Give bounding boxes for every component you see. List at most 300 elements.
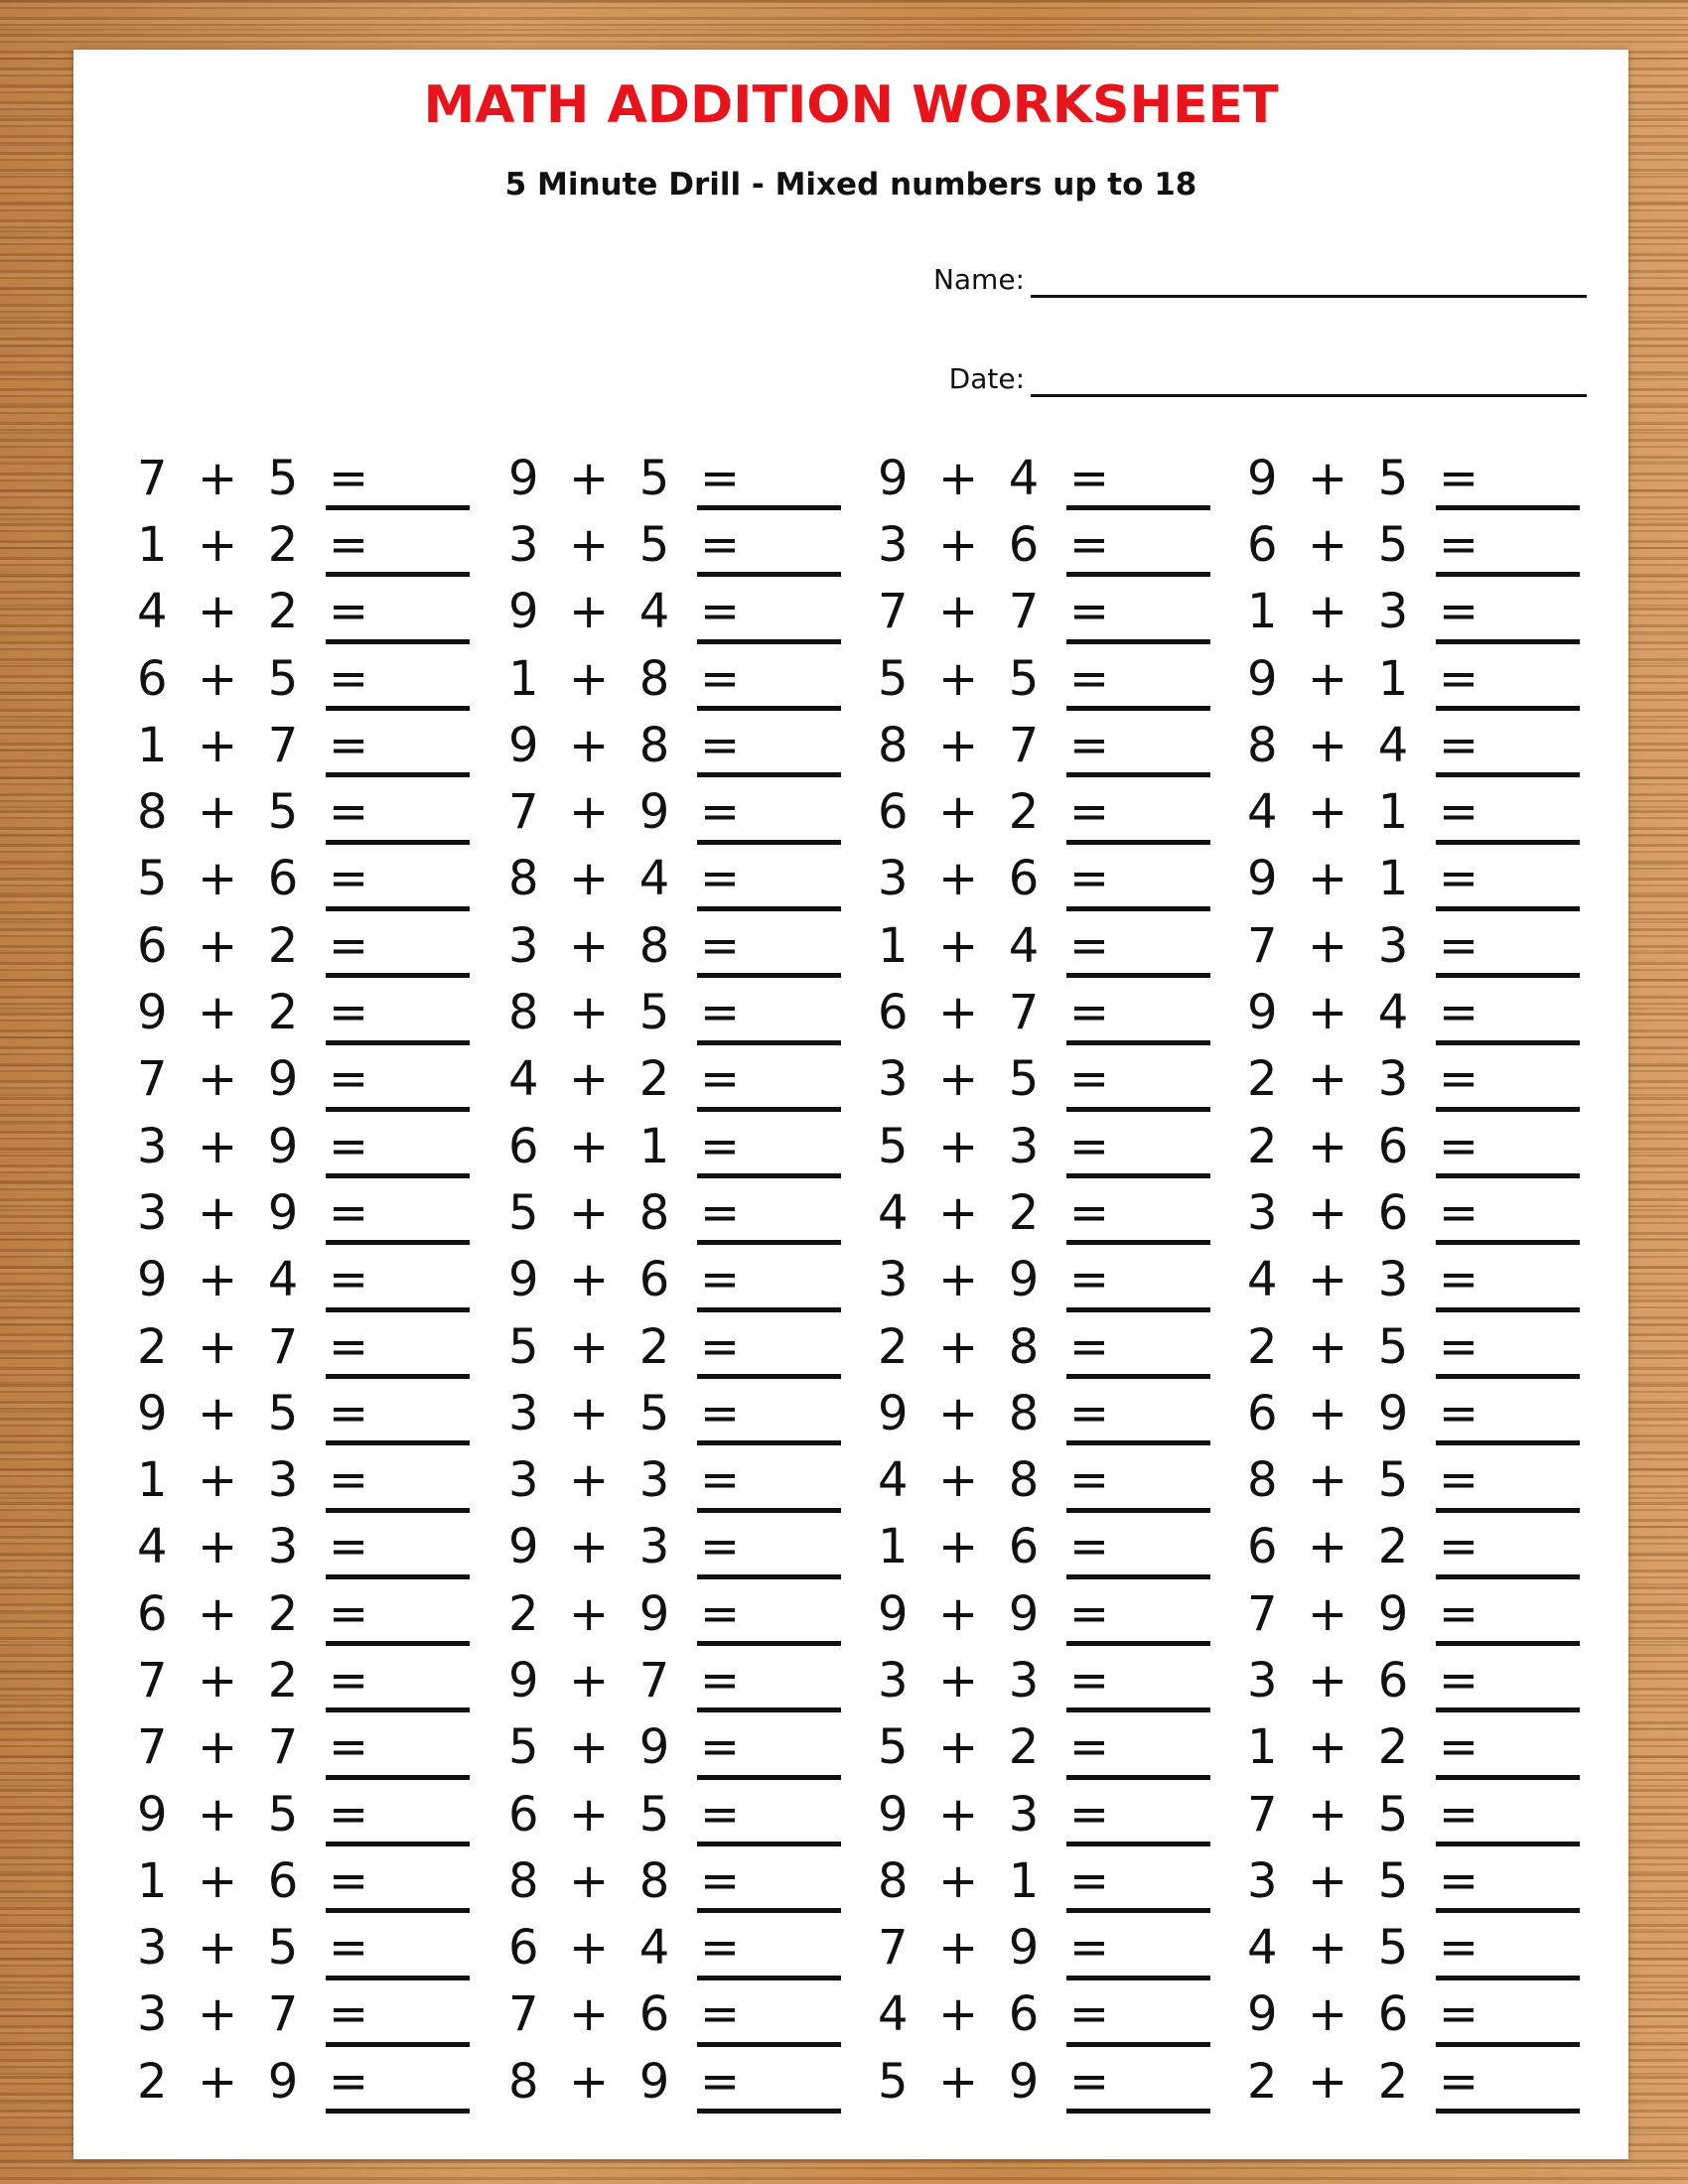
answer-blank[interactable]: [1066, 1574, 1210, 1579]
answer-blank[interactable]: [1436, 1107, 1580, 1112]
problem: [137, 1580, 508, 1647]
problem: [1247, 1179, 1617, 1246]
answer-blank[interactable]: [326, 1641, 470, 1646]
problem: [878, 1113, 1247, 1179]
problem-equation: 1 + 2 =: [137, 516, 369, 573]
problem-equation: 4 + 6 =: [878, 1986, 1110, 2043]
problem-equation: 3 + 6 =: [1247, 1652, 1479, 1708]
answer-blank[interactable]: [697, 639, 841, 644]
answer-blank[interactable]: [697, 1775, 841, 1780]
problem-equation: 2 + 7 =: [137, 1318, 369, 1375]
problem-equation: 9 + 4 =: [137, 1252, 369, 1308]
problem: [137, 846, 508, 912]
problem-equation: 9 + 4 =: [508, 584, 741, 640]
problem-equation: 7 + 5 =: [1247, 1786, 1479, 1843]
problem: [1247, 1781, 1617, 1847]
problem: [137, 1113, 508, 1179]
problem-equation: 5 + 6 =: [137, 851, 369, 907]
answer-blank[interactable]: [697, 1707, 841, 1712]
problem-equation: 5 + 3 =: [878, 1118, 1110, 1174]
problem-equation: 8 + 1 =: [878, 1852, 1110, 1909]
problem: [878, 1714, 1247, 1781]
problem-equation: 6 + 2 =: [1247, 1519, 1479, 1575]
answer-blank[interactable]: [326, 1240, 470, 1245]
answer-blank[interactable]: [326, 639, 470, 644]
answer-blank[interactable]: [1066, 1374, 1210, 1379]
date-field[interactable]: [948, 362, 1587, 395]
problem: [508, 445, 878, 511]
problem: [878, 1514, 1247, 1580]
problem-equation: 9 + 1 =: [1247, 851, 1479, 907]
problem-equation: 7 + 9 =: [137, 1051, 369, 1108]
problem: [137, 511, 508, 578]
problem-equation: 3 + 5 =: [508, 516, 741, 573]
answer-blank[interactable]: [697, 1240, 841, 1245]
answer-blank[interactable]: [1436, 572, 1580, 577]
answer-blank[interactable]: [1436, 1908, 1580, 1913]
answer-blank[interactable]: [1066, 906, 1210, 911]
answer-blank[interactable]: [1066, 1707, 1210, 1712]
problem: [878, 979, 1247, 1045]
answer-blank[interactable]: [697, 572, 841, 577]
problem-equation: 3 + 3 =: [878, 1652, 1110, 1708]
problem-equation: 6 + 4 =: [508, 1920, 741, 1977]
answer-blank[interactable]: [1066, 2109, 1210, 2114]
answer-blank[interactable]: [326, 973, 470, 978]
answer-blank[interactable]: [1436, 2042, 1580, 2047]
problem: [1247, 1313, 1617, 1380]
problem: [508, 1714, 878, 1781]
problem-equation: 2 + 8 =: [878, 1318, 1110, 1375]
problem-equation: 1 + 2 =: [1247, 1719, 1479, 1776]
answer-blank[interactable]: [1066, 973, 1210, 978]
answer-blank[interactable]: [697, 1440, 841, 1445]
answer-blank[interactable]: [1066, 505, 1210, 510]
answer-blank[interactable]: [1436, 1574, 1580, 1579]
name-line[interactable]: [1031, 295, 1587, 298]
problem: [137, 1514, 508, 1580]
answer-blank[interactable]: [1436, 1173, 1580, 1178]
problem-equation: 8 + 8 =: [508, 1852, 741, 1909]
problem: [1247, 1580, 1617, 1647]
problem: [878, 1313, 1247, 1380]
answer-blank[interactable]: [1436, 1040, 1580, 1045]
problem: [1247, 979, 1617, 1045]
problem: [878, 1915, 1247, 1981]
problem-equation: 6 + 5 =: [137, 650, 369, 707]
problem: [508, 778, 878, 845]
problem: [137, 579, 508, 645]
answer-blank[interactable]: [326, 1374, 470, 1379]
problem: [508, 1781, 878, 1847]
problem-equation: 3 + 5 =: [508, 1385, 741, 1441]
problem-equation: 7 + 7 =: [878, 584, 1110, 640]
answer-blank[interactable]: [1436, 639, 1580, 644]
answer-blank[interactable]: [1066, 1842, 1210, 1846]
worksheet-subtitle: 5 Minute Drill - Mixed numbers up to 18: [504, 167, 1197, 203]
answer-blank[interactable]: [1066, 706, 1210, 711]
problem: [137, 912, 508, 979]
problem-equation: 9 + 8 =: [878, 1385, 1110, 1441]
problem-equation: 2 + 5 =: [1247, 1318, 1479, 1375]
problem: [1247, 1046, 1617, 1113]
problem-equation: 4 + 3 =: [137, 1519, 369, 1575]
answer-blank[interactable]: [1066, 1775, 1210, 1780]
problem: [508, 1380, 878, 1446]
answer-blank[interactable]: [1066, 1508, 1210, 1513]
answer-blank[interactable]: [1066, 2042, 1210, 2047]
answer-blank[interactable]: [326, 1508, 470, 1513]
problem-equation: 4 + 5 =: [1247, 1920, 1479, 1977]
problem: [1247, 778, 1617, 845]
answer-blank[interactable]: [326, 1908, 470, 1913]
problem: [137, 979, 508, 1045]
problem-equation: 9 + 5 =: [1247, 450, 1479, 506]
problem: [878, 579, 1247, 645]
answer-blank[interactable]: [326, 1107, 470, 1112]
problem-equation: 1 + 4 =: [878, 917, 1110, 974]
problem-equation: 9 + 7 =: [508, 1652, 741, 1708]
answer-blank[interactable]: [1066, 1440, 1210, 1445]
problem-equation: 2 + 2 =: [1247, 2053, 1479, 2110]
problem-equation: 4 + 2 =: [508, 1051, 741, 1108]
problem-equation: 9 + 4 =: [878, 450, 1110, 506]
problem: [878, 1647, 1247, 1713]
answer-blank[interactable]: [326, 2042, 470, 2047]
problem-equation: 3 + 3 =: [508, 1452, 741, 1509]
problem-equation: 6 + 7 =: [878, 985, 1110, 1041]
answer-blank[interactable]: [326, 772, 470, 777]
problem: [878, 846, 1247, 912]
problem: [137, 1313, 508, 1380]
problem-equation: 7 + 5 =: [137, 450, 369, 506]
problem-equation: 1 + 7 =: [137, 717, 369, 773]
problem: [508, 579, 878, 645]
problem-equation: 3 + 6 =: [878, 851, 1110, 907]
problem-equation: 1 + 3 =: [137, 1452, 369, 1509]
answer-blank[interactable]: [1066, 1641, 1210, 1646]
problem: [878, 1247, 1247, 1313]
answer-blank[interactable]: [697, 1307, 841, 1312]
problem-equation: 3 + 5 =: [878, 1051, 1110, 1108]
problem: [1247, 1446, 1617, 1513]
problem-equation: 2 + 9 =: [137, 2053, 369, 2110]
problem: [137, 1981, 508, 2048]
name-label: Name:: [932, 263, 1025, 296]
problem: [1247, 1915, 1617, 1981]
problem: [137, 1647, 508, 1713]
problem-equation: 9 + 1 =: [1247, 650, 1479, 707]
answer-blank[interactable]: [1066, 840, 1210, 845]
problem: [508, 1247, 878, 1313]
problem: [1247, 2048, 1617, 2115]
problem-equation: 2 + 6 =: [1247, 1118, 1479, 1174]
answer-blank[interactable]: [326, 572, 470, 577]
answer-blank[interactable]: [697, 1508, 841, 1513]
answer-blank[interactable]: [326, 1040, 470, 1045]
problem: [878, 1380, 1247, 1446]
answer-blank[interactable]: [1066, 1107, 1210, 1112]
problem-equation: 1 + 6 =: [137, 1852, 369, 1909]
problem: [1247, 1514, 1617, 1580]
problem-equation: 4 + 3 =: [1247, 1252, 1479, 1308]
problem-equation: 1 + 3 =: [1247, 584, 1479, 640]
problem: [878, 1580, 1247, 1647]
problem: [508, 1514, 878, 1580]
problem: [878, 445, 1247, 511]
answer-blank[interactable]: [326, 1307, 470, 1312]
problem-equation: 3 + 5 =: [1247, 1852, 1479, 1909]
problem: [878, 1046, 1247, 1113]
problem: [878, 1446, 1247, 1513]
answer-blank[interactable]: [1066, 1173, 1210, 1178]
problem-equation: 3 + 9 =: [137, 1184, 369, 1241]
problem: [508, 511, 878, 578]
problem: [137, 778, 508, 845]
problem-equation: 6 + 1 =: [508, 1118, 741, 1174]
answer-blank[interactable]: [1436, 840, 1580, 845]
answer-blank[interactable]: [697, 2109, 841, 2114]
problem-equation: 7 + 9 =: [878, 1920, 1110, 1977]
answer-blank[interactable]: [1436, 1374, 1580, 1379]
answer-blank[interactable]: [326, 1440, 470, 1445]
answer-blank[interactable]: [1066, 772, 1210, 777]
problem: [137, 645, 508, 712]
problem-equation: 1 + 6 =: [878, 1519, 1110, 1575]
answer-blank[interactable]: [326, 1173, 470, 1178]
problem: [1247, 1981, 1617, 2048]
problem-equation: 5 + 2 =: [878, 1719, 1110, 1776]
worksheet-title: MATH ADDITION WORKSHEET: [423, 75, 1279, 135]
answer-blank[interactable]: [1436, 1976, 1580, 1980]
answer-blank[interactable]: [697, 772, 841, 777]
problem: [878, 645, 1247, 712]
problem-equation: 9 + 4 =: [1247, 985, 1479, 1041]
worksheet-page: [73, 50, 1628, 2159]
problem: [1247, 912, 1617, 979]
problem: [508, 1580, 878, 1647]
problem: [878, 2048, 1247, 2115]
answer-blank[interactable]: [1066, 1976, 1210, 1980]
problem: [137, 445, 508, 511]
problem: [878, 1781, 1247, 1847]
answer-blank[interactable]: [697, 973, 841, 978]
problem-equation: 3 + 7 =: [137, 1986, 369, 2043]
answer-blank[interactable]: [1436, 1707, 1580, 1712]
problem-equation: 2 + 9 =: [508, 1585, 741, 1642]
problem-equation: 1 + 8 =: [508, 650, 741, 707]
answer-blank[interactable]: [1436, 706, 1580, 711]
answer-blank[interactable]: [1066, 1908, 1210, 1913]
problem-equation: 9 + 6 =: [1247, 1986, 1479, 2043]
answer-blank[interactable]: [1436, 1440, 1580, 1445]
answer-blank[interactable]: [326, 1707, 470, 1712]
answer-blank[interactable]: [1436, 1775, 1580, 1780]
answer-blank[interactable]: [697, 906, 841, 911]
answer-blank[interactable]: [1436, 2109, 1580, 2114]
problem: [508, 846, 878, 912]
problem: [1247, 1714, 1617, 1781]
problem: [508, 979, 878, 1045]
answer-blank[interactable]: [1066, 1307, 1210, 1312]
problem-equation: 9 + 6 =: [508, 1252, 741, 1308]
answer-blank[interactable]: [326, 1574, 470, 1579]
problem-equation: 3 + 6 =: [1247, 1184, 1479, 1241]
problem: [508, 1647, 878, 1713]
problem-equation: 8 + 5 =: [1247, 1452, 1479, 1509]
problem: [1247, 645, 1617, 712]
problem-equation: 9 + 2 =: [137, 985, 369, 1041]
answer-blank[interactable]: [1436, 1240, 1580, 1245]
problem: [137, 1915, 508, 1981]
problem: [1247, 1113, 1617, 1179]
problem-equation: 5 + 9 =: [878, 2053, 1110, 2110]
answer-blank[interactable]: [1066, 572, 1210, 577]
answer-blank[interactable]: [1436, 1641, 1580, 1646]
problem-equation: 7 + 2 =: [137, 1652, 369, 1708]
answer-blank[interactable]: [697, 505, 841, 510]
answer-blank[interactable]: [697, 1908, 841, 1913]
problem: [1247, 1380, 1617, 1446]
problem-equation: 4 + 2 =: [137, 584, 369, 640]
problem: [137, 712, 508, 778]
problem: [137, 1380, 508, 1446]
problem-equation: 5 + 2 =: [508, 1318, 741, 1375]
problem: [137, 1247, 508, 1313]
answer-blank[interactable]: [1436, 1508, 1580, 1513]
answer-blank[interactable]: [1436, 906, 1580, 911]
answer-blank[interactable]: [1436, 772, 1580, 777]
answer-blank[interactable]: [697, 706, 841, 711]
answer-blank[interactable]: [697, 1374, 841, 1379]
answer-blank[interactable]: [326, 906, 470, 911]
problem-equation: 4 + 8 =: [878, 1452, 1110, 1509]
problem-equation: 4 + 2 =: [878, 1184, 1110, 1241]
problem-equation: 6 + 2 =: [137, 1585, 369, 1642]
problem-equation: 6 + 5 =: [1247, 516, 1479, 573]
problem-equation: 5 + 5 =: [878, 650, 1110, 707]
problem: [508, 1446, 878, 1513]
problem-equation: 7 + 9 =: [508, 784, 741, 841]
problem: [137, 1179, 508, 1246]
problem: [508, 1915, 878, 1981]
problem: [137, 2048, 508, 2115]
answer-blank[interactable]: [326, 2109, 470, 2114]
problem-equation: 5 + 9 =: [508, 1719, 741, 1776]
date-label: Date:: [948, 362, 1025, 395]
problem: [137, 1714, 508, 1781]
problem-equation: 3 + 5 =: [137, 1920, 369, 1977]
problem: [137, 1446, 508, 1513]
problem-equation: 6 + 5 =: [508, 1786, 741, 1843]
problem-equation: 9 + 3 =: [878, 1786, 1110, 1843]
problem: [508, 2048, 878, 2115]
problem: [878, 1981, 1247, 2048]
problem: [508, 1046, 878, 1113]
answer-blank[interactable]: [326, 1775, 470, 1780]
problem: [878, 778, 1247, 845]
problem: [508, 1313, 878, 1380]
answer-blank[interactable]: [326, 1976, 470, 1980]
problem-equation: 3 + 8 =: [508, 917, 741, 974]
answer-blank[interactable]: [697, 1107, 841, 1112]
problem-equation: 7 + 6 =: [508, 1986, 741, 2043]
answer-blank[interactable]: [326, 505, 470, 510]
answer-blank[interactable]: [697, 840, 841, 845]
problem: [878, 1179, 1247, 1246]
answer-blank[interactable]: [697, 1842, 841, 1846]
problem-equation: 3 + 6 =: [878, 516, 1110, 573]
problem-equation: 6 + 2 =: [878, 784, 1110, 841]
problem-equation: 9 + 5 =: [137, 1385, 369, 1441]
problem: [508, 712, 878, 778]
answer-blank[interactable]: [1066, 639, 1210, 644]
problem-equation: 8 + 5 =: [508, 985, 741, 1041]
answer-blank[interactable]: [697, 1574, 841, 1579]
problem-equation: 8 + 9 =: [508, 2053, 741, 2110]
answer-blank[interactable]: [326, 1842, 470, 1846]
problem-equation: 9 + 9 =: [878, 1585, 1110, 1642]
problem: [1247, 1647, 1617, 1713]
problem: [878, 511, 1247, 578]
problem-equation: 8 + 4 =: [508, 851, 741, 907]
problem: [1247, 579, 1617, 645]
answer-blank[interactable]: [1436, 1842, 1580, 1846]
problem-equation: 2 + 3 =: [1247, 1051, 1479, 1108]
problem-equation: 3 + 9 =: [137, 1118, 369, 1174]
name-field[interactable]: [932, 263, 1587, 296]
problem: [1247, 1847, 1617, 1914]
problem: [508, 1847, 878, 1914]
problem-equation: 9 + 8 =: [508, 717, 741, 773]
answer-blank[interactable]: [1436, 1307, 1580, 1312]
problem: [1247, 511, 1617, 578]
problem: [137, 1781, 508, 1847]
answer-blank[interactable]: [697, 1040, 841, 1045]
problem-equation: 6 + 2 =: [137, 917, 369, 974]
answer-blank[interactable]: [697, 1173, 841, 1178]
problem: [878, 712, 1247, 778]
problem-equation: 8 + 5 =: [137, 784, 369, 841]
problem: [1247, 846, 1617, 912]
answer-blank[interactable]: [326, 706, 470, 711]
answer-blank[interactable]: [1436, 973, 1580, 978]
answer-blank[interactable]: [697, 1976, 841, 1980]
date-line[interactable]: [1031, 394, 1587, 397]
answer-blank[interactable]: [1066, 1040, 1210, 1045]
problem: [137, 1046, 508, 1113]
problem-equation: 7 + 9 =: [1247, 1585, 1479, 1642]
problem: [508, 1113, 878, 1179]
answer-blank[interactable]: [697, 1641, 841, 1646]
problem-equation: 8 + 7 =: [878, 717, 1110, 773]
answer-blank[interactable]: [1436, 505, 1580, 510]
answer-blank[interactable]: [697, 2042, 841, 2047]
problem: [878, 912, 1247, 979]
problem: [137, 1847, 508, 1914]
problem: [878, 1847, 1247, 1914]
answer-blank[interactable]: [326, 840, 470, 845]
problem: [1247, 445, 1617, 511]
problem-equation: 9 + 5 =: [508, 450, 741, 506]
problem-equation: 5 + 8 =: [508, 1184, 741, 1241]
problem-equation: 8 + 4 =: [1247, 717, 1479, 773]
problem-equation: 3 + 9 =: [878, 1252, 1110, 1308]
problem: [508, 912, 878, 979]
answer-blank[interactable]: [1066, 1240, 1210, 1245]
problem: [508, 1981, 878, 2048]
problem: [508, 1179, 878, 1246]
